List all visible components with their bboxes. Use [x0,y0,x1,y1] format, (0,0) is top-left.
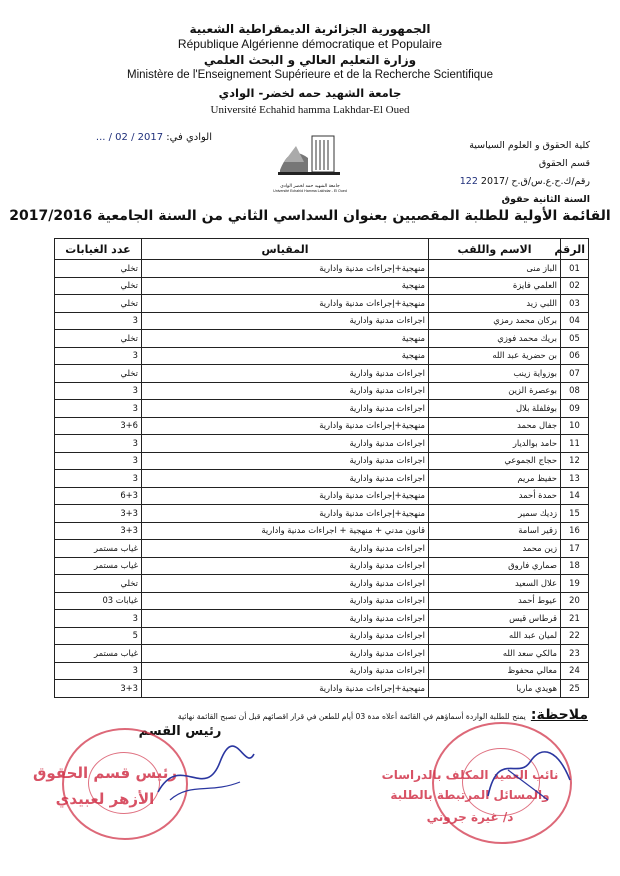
table-header-row [55,239,589,260]
table-row [55,365,589,383]
row-number: 15 [561,505,589,523]
republic-ar: الجمهورية الجزائرية الديمقراطية الشعبية [189,22,431,36]
table-row [55,540,589,558]
table-row [55,417,589,435]
table-row [55,435,589,453]
university-ar: جامعة الشهيد حمه لخضر- الوادي [218,86,402,100]
row-number: 05 [561,330,589,348]
table-row [55,557,589,575]
table-row [55,312,589,330]
reference-text: رقم/ك.ح.ع.س/ق.ح /2017 [480,176,590,187]
row-name: زديك سمير [429,505,561,523]
row-name: حامد بوالديار [429,435,561,453]
row-absences: غياب مستمر [55,557,142,575]
row-module: منهجية+إجراءات مدنية وادارية [142,417,429,435]
row-module: اجراءات مدنية وادارية [142,627,429,645]
left-stamp-name: الأزهر لعبيدي [55,790,155,808]
row-number: 21 [561,610,589,628]
row-module: منهجية+إجراءات مدنية وادارية [142,295,429,313]
row-module: قانون مدني + منهجية + اجراءات مدنية وادارية [142,522,429,540]
row-number: 04 [561,312,589,330]
row-number: 07 [561,365,589,383]
page-title: القائمة الأولية للطلبة المقصيين بعنوان السداسي الثاني من السنة الجامعية 2017/2016 [9,208,611,224]
row-number: 17 [561,540,589,558]
row-module: اجراءات مدنية وادارية [142,452,429,470]
row-module: اجراءات مدنية وادارية [142,662,429,680]
university-fr: Université Echahid hamma Lakhdar-El Oued [210,104,410,116]
row-name: قرطاس قيس [429,610,561,628]
row-number: 18 [561,557,589,575]
header-module: المقياس [142,239,429,260]
row-absences: تخلي [55,365,142,383]
row-absences: 3+3 [55,522,142,540]
row-name: جفال محمد [429,417,561,435]
row-number: 09 [561,400,589,418]
row-module: منهجية+إجراءات مدنية وادارية [142,260,429,278]
row-absences: 3 [55,610,142,628]
row-absences: 3 [55,400,142,418]
row-name: عيوط أحمد [429,592,561,610]
row-number: 11 [561,435,589,453]
row-name: معالي محفوظ [429,662,561,680]
row-name: صماري فاروق [429,557,561,575]
row-absences: 3 [55,347,142,365]
row-name: بن حضرية عبد الله [429,347,561,365]
row-module: منهجية [142,277,429,295]
right-stamp-subtitle: والمسائل المرتبطة بالطلبة [390,788,550,802]
header-num: الرقم [561,239,589,260]
table-row [55,627,589,645]
table-row [55,645,589,663]
row-module: اجراءات مدنية وادارية [142,312,429,330]
logo-caption-fr: Université Echahid Hamma Lakhdar - El Oued [273,189,347,193]
row-number: 12 [561,452,589,470]
table-row [55,470,589,488]
table-row [55,452,589,470]
left-stamp-title: رئيس قسم الحقوق [32,764,178,782]
row-absences: تخلي [55,575,142,593]
row-absences: 3+6 [55,417,142,435]
note [40,704,588,723]
table-row [55,487,589,505]
vice-dean-signature [478,740,578,810]
head-signature [150,742,260,812]
row-name: بوعصرة الزين [429,382,561,400]
row-name: لميان عبد الله [429,627,561,645]
reference-number: 122 [459,176,478,187]
row-absences: 3+3 [55,680,142,698]
row-module: اجراءات مدنية وادارية [142,365,429,383]
row-name: بريك محمد فوزي [429,330,561,348]
row-module: منهجية [142,330,429,348]
table-row [55,295,589,313]
department-name: قسم الحقوق [538,158,590,169]
row-number: 22 [561,627,589,645]
table-row [55,277,589,295]
row-module: اجراءات مدنية وادارية [142,540,429,558]
header-name: الاسم واللقب [429,239,561,260]
faculty-name: كلية الحقوق و العلوم السياسية [469,140,590,151]
row-name: علال السعيد [429,575,561,593]
row-number: 13 [561,470,589,488]
date-label: الوادي في: [166,132,212,143]
row-number: 25 [561,680,589,698]
row-module: اجراءات مدنية وادارية [142,645,429,663]
row-name: العلمي فايزة [429,277,561,295]
row-absences: 3 [55,662,142,680]
row-absences: 3 [55,452,142,470]
ministry-ar: وزارة التعليم العالي و البحث العلمي [203,53,417,67]
row-module: اجراءات مدنية وادارية [142,575,429,593]
right-stamp-name: د/ غيرة جروني [426,810,514,824]
row-number: 06 [561,347,589,365]
row-name: الباز منى [429,260,561,278]
table-row [55,662,589,680]
ministry-fr: Ministère de l'Enseignement Supérieure et de la Recherche Scientifique [127,69,493,81]
table-row [55,347,589,365]
logo-caption-ar: جامعة الشهيد حمه لخضر الوادي [280,184,340,189]
row-number: 16 [561,522,589,540]
level-label: السنة الثانية حقوق [501,194,590,205]
row-absences: 5 [55,627,142,645]
row-name: بوفلفلة بلال [429,400,561,418]
table-row [55,680,589,698]
row-name: حمدة أحمد [429,487,561,505]
row-number: 23 [561,645,589,663]
row-name: مالكي سعد الله [429,645,561,663]
row-absences: تخلي [55,295,142,313]
excluded-students-table [54,238,589,698]
university-building-icon [270,132,350,180]
row-module: منهجية+إجراءات مدنية وادارية [142,487,429,505]
right-stamp-title: نائب العميد المكلف بالدراسات [381,768,559,782]
row-module: اجراءات مدنية وادارية [142,400,429,418]
row-number: 24 [561,662,589,680]
row-number: 02 [561,277,589,295]
table-row [55,400,589,418]
reference-line [380,176,590,187]
row-number: 14 [561,487,589,505]
date-line [62,132,212,143]
row-name: اللبي زيد [429,295,561,313]
note-label: ملاحظة: [530,707,588,723]
table-row [55,575,589,593]
table-row [55,382,589,400]
row-number: 08 [561,382,589,400]
header-absences: عدد الغيابات [55,239,142,260]
table-row [55,330,589,348]
table-row [55,610,589,628]
row-absences: غياب مستمر [55,540,142,558]
row-module: اجراءات مدنية وادارية [142,610,429,628]
row-absences: تخلي [55,277,142,295]
table-row [55,505,589,523]
note-text: يمنح للطلبة الواردة أسماؤهم في القائمة أعلاه مدة 03 أيام للطعن في قرار اقصائهم قبل أن تصبح القائمة نهائية [177,712,526,721]
row-absences: 3+3 [55,505,142,523]
row-name: حفيظ مريم [429,470,561,488]
row-absences: 6+3 [55,487,142,505]
table-row [55,260,589,278]
row-number: 10 [561,417,589,435]
republic-fr: République Algérienne démocratique et Populaire [177,37,443,51]
row-module: منهجية+إجراءات مدنية وادارية [142,680,429,698]
row-module: اجراءات مدنية وادارية [142,435,429,453]
row-number: 19 [561,575,589,593]
row-absences: غياب مستمر [55,645,142,663]
table-row [55,592,589,610]
row-absences: 3 [55,382,142,400]
row-number: 20 [561,592,589,610]
row-absences: غيابات 03 [55,592,142,610]
row-name: حجاج الجموعي [429,452,561,470]
row-name: زقير اسامة [429,522,561,540]
row-module: منهجية+إجراءات مدنية وادارية [142,505,429,523]
row-name: هويدي ماريا [429,680,561,698]
row-module: اجراءات مدنية وادارية [142,592,429,610]
row-absences: تخلي [55,330,142,348]
university-logo [270,132,350,192]
row-absences: 3 [55,312,142,330]
table-row [55,522,589,540]
row-number: 01 [561,260,589,278]
row-absences: 3 [55,470,142,488]
row-module: اجراءات مدنية وادارية [142,382,429,400]
head-of-department-title: رئيس القسم [138,724,222,739]
row-name: زين محمد [429,540,561,558]
row-module: اجراءات مدنية وادارية [142,557,429,575]
row-name: بوزواية زينب [429,365,561,383]
row-absences: تخلي [55,260,142,278]
row-absences: 3 [55,435,142,453]
row-module: منهجية [142,347,429,365]
row-name: بركان محمد رمزي [429,312,561,330]
row-number: 03 [561,295,589,313]
row-module: اجراءات مدنية وادارية [142,470,429,488]
date-value: 2017 / 02 / ... [95,132,164,143]
